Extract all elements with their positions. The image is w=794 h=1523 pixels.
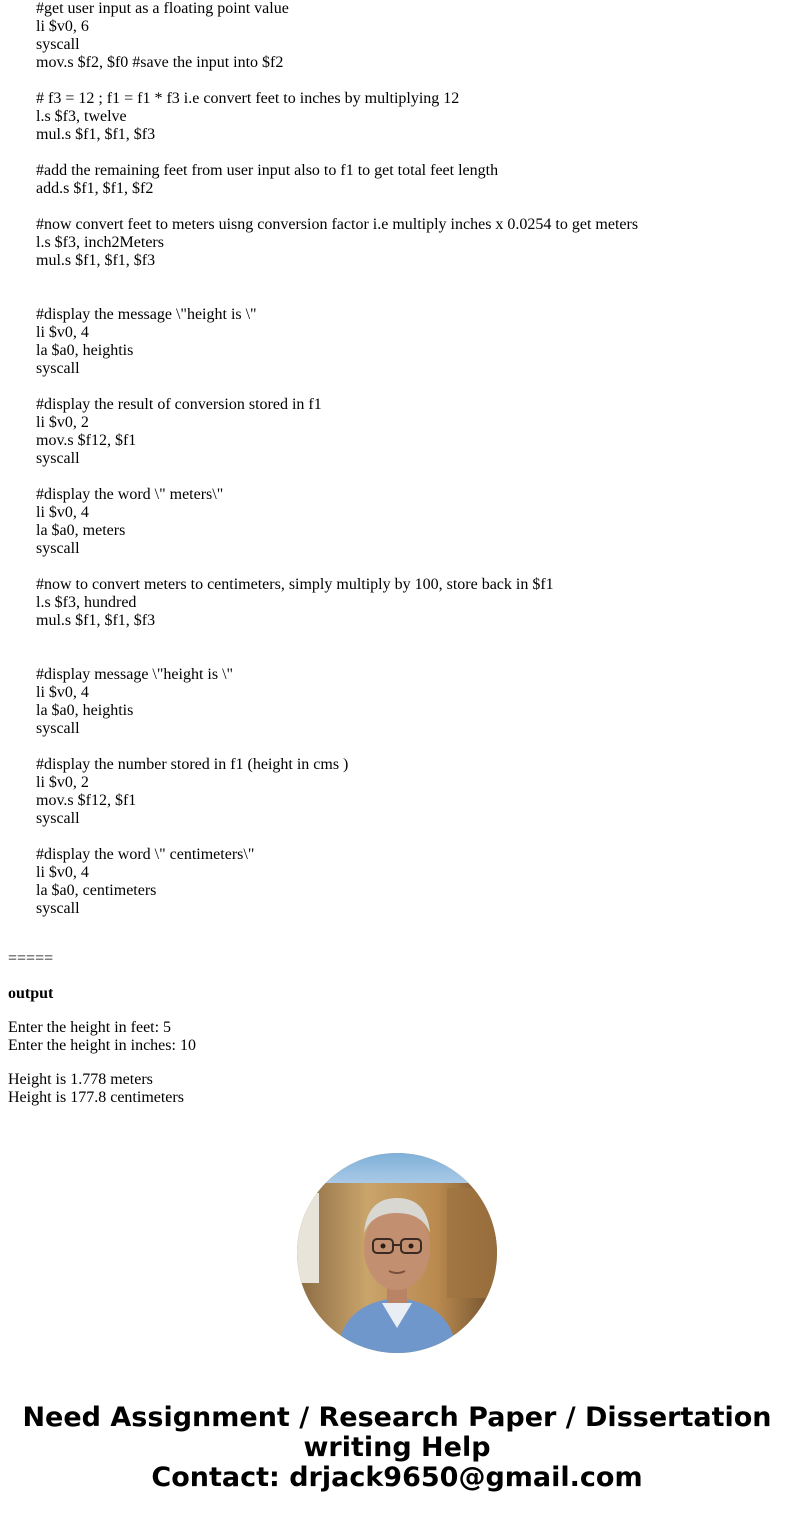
code-group <box>36 486 794 558</box>
code-line: l.s $f3, inch2Meters <box>36 234 164 251</box>
code-line: syscall <box>36 540 80 557</box>
output-line: Height is 177.8 centimeters <box>8 1089 184 1106</box>
code-group <box>36 396 794 468</box>
code-group <box>36 666 794 738</box>
code-group <box>36 90 794 144</box>
code-group <box>36 306 794 378</box>
output-block <box>8 1019 196 1055</box>
code-line: li $v0, 4 <box>36 864 89 881</box>
output-block <box>8 1071 196 1107</box>
code-line: #add the remaining feet from user input also to f1 to get total feet length <box>36 162 499 179</box>
code-line: li $v0, 2 <box>36 414 89 431</box>
code-group <box>36 216 794 270</box>
code-line: li $v0, 4 <box>36 684 89 701</box>
code-line: mov.s $f12, $f1 <box>36 792 137 809</box>
code-group <box>36 576 794 630</box>
separator: ===== <box>8 950 54 967</box>
code-line: syscall <box>36 450 80 467</box>
code-line: add.s $f1, $f1, $f2 <box>36 180 154 197</box>
code-group <box>36 846 794 918</box>
code-line: syscall <box>36 900 80 917</box>
code-line: l.s $f3, hundred <box>36 594 137 611</box>
code-line: # f3 = 12 ; f1 = f1 * f3 i.e convert feet to inches by multiplying 12 <box>36 90 460 107</box>
output-line: Enter the height in feet: 5 <box>8 1019 172 1036</box>
code-line: syscall <box>36 720 80 737</box>
code-line: syscall <box>36 36 80 53</box>
code-line: #now to convert meters to centimeters, simply multiply by 100, store back in $f1 <box>36 576 554 593</box>
code-line: li $v0, 6 <box>36 18 89 35</box>
output-heading: output <box>8 985 54 1002</box>
code-line: #display the word \" centimeters\" <box>36 846 255 863</box>
code-group <box>36 756 794 828</box>
code-line: la $a0, heightis <box>36 342 134 359</box>
code-group <box>36 0 794 72</box>
code-line: #display the result of conversion stored in f1 <box>36 396 322 413</box>
cta-line-3: Contact: drjack9650@gmail.com <box>151 1462 643 1493</box>
code-line: l.s $f3, twelve <box>36 108 127 125</box>
output-line: Enter the height in inches: 10 <box>8 1037 196 1054</box>
code-line: la $a0, centimeters <box>36 882 157 899</box>
code-line: #now convert feet to meters uisng conversion factor i.e multiply inches x 0.0254 to get meters <box>36 216 639 233</box>
code-line: li $v0, 4 <box>36 324 89 341</box>
code-line: syscall <box>36 360 80 377</box>
author-avatar <box>297 1153 497 1353</box>
output-line: Height is 1.778 meters <box>8 1071 153 1088</box>
code-line: mov.s $f2, $f0 #save the input into $f2 <box>36 54 284 71</box>
code-line: #display message \"height is \" <box>36 666 234 683</box>
code-line: li $v0, 2 <box>36 774 89 791</box>
code-line: mul.s $f1, $f1, $f3 <box>36 612 156 629</box>
code-line: la $a0, meters <box>36 522 126 539</box>
code-line: mul.s $f1, $f1, $f3 <box>36 126 156 143</box>
code-line: mov.s $f12, $f1 <box>36 432 137 449</box>
contact-banner <box>0 1403 794 1493</box>
code-line: #display the word \" meters\" <box>36 486 224 503</box>
code-line: li $v0, 4 <box>36 504 89 521</box>
code-line: syscall <box>36 810 80 827</box>
cta-line-1: Need Assignment / Research Paper / Dissertation <box>22 1402 772 1433</box>
code-line: mul.s $f1, $f1, $f3 <box>36 252 156 269</box>
author-photo-icon <box>297 1153 497 1353</box>
cta-line-2: writing Help <box>303 1432 491 1463</box>
code-line: #display the message \"height is \" <box>36 306 257 323</box>
code-group <box>36 162 794 198</box>
code-line: la $a0, heightis <box>36 702 134 719</box>
code-line: #display the number stored in f1 (height in cms ) <box>36 756 349 773</box>
code-line: #get user input as a floating point value <box>36 0 289 17</box>
program-output <box>8 1019 196 1123</box>
